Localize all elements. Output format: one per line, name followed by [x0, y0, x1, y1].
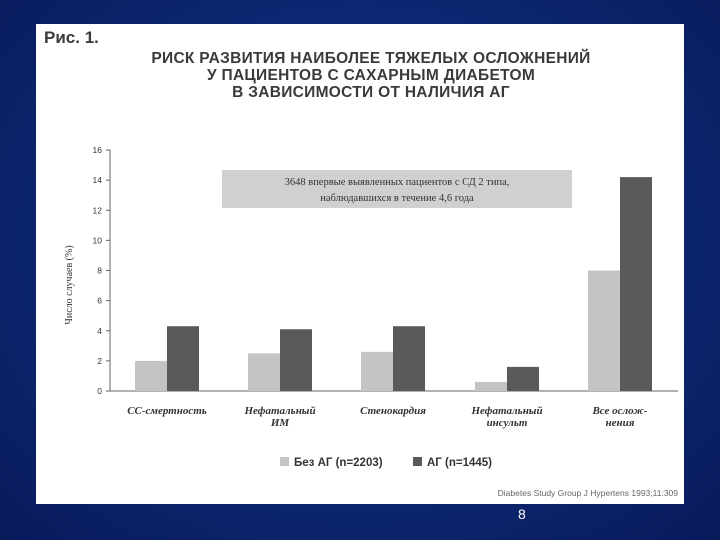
bars [135, 177, 652, 391]
legend-label-no-ag: Без АГ (n=2203) [294, 457, 383, 469]
y-tick-label: 16 [92, 145, 102, 155]
bar-no-ag-3 [475, 382, 507, 391]
x-category-labels [127, 405, 648, 429]
y-tick-labels [93, 145, 103, 396]
y-tick-label: 0 [97, 386, 102, 396]
bar-no-ag-1 [248, 353, 280, 391]
x-category-label: СС-смертность [127, 405, 207, 417]
bar-no-ag-2 [361, 352, 393, 391]
y-tick-label: 12 [92, 205, 102, 216]
bar-no-ag-0 [135, 361, 167, 391]
legend [280, 457, 492, 469]
title-line-2: У ПАЦИЕНТОВ С САХАРНЫМ ДИАБЕТОМ [206, 67, 536, 84]
title-line-1: РИСК РАЗВИТИЯ НАИБОЛЕЕ ТЯЖЕЛЫХ ОСЛОЖНЕНИЙ [151, 50, 591, 67]
legend-swatch-ag [413, 457, 422, 466]
figure-label: Рис. 1. [44, 28, 99, 47]
y-tick-label: 8 [97, 265, 102, 276]
annotation-line-2: наблюдавшихся в течение 4,6 года [320, 193, 474, 204]
title-line-3: В ЗАВИСИМОСТИ ОТ НАЛИЧИЯ АГ [232, 84, 510, 101]
slide-number: 8 [518, 506, 526, 522]
study-annotation [222, 170, 572, 208]
x-category-label: Стенокардия [360, 405, 426, 417]
x-category-label: Нефатальный инсульт [471, 405, 543, 429]
x-category-label: Все ослож-нения [592, 405, 648, 429]
bar-ag-0 [167, 326, 199, 391]
legend-label-ag: АГ (n=1445) [427, 457, 493, 469]
legend-swatch-no-ag [280, 457, 289, 466]
bar-ag-2 [393, 326, 425, 391]
y-tick-label: 4 [97, 325, 102, 336]
y-tick-label: 14 [92, 175, 102, 186]
y-tick-label: 10 [92, 235, 102, 246]
y-tick-label: 6 [97, 295, 102, 306]
y-axis-label: Число случаев (%) [64, 245, 75, 325]
bar-ag-1 [280, 329, 312, 391]
bar-ag-4 [620, 177, 652, 391]
annotation-line-1: 3648 впервые выявленных пациентов с СД 2 типа, [284, 177, 510, 188]
source-citation: Diabetes Study Group J Hypertens 1993;11:309 [497, 488, 678, 498]
x-category-label: Нефатальный ИМ [244, 405, 316, 429]
y-tick-label: 2 [97, 355, 102, 366]
bar-ag-3 [507, 367, 539, 391]
bar-no-ag-4 [588, 271, 620, 392]
